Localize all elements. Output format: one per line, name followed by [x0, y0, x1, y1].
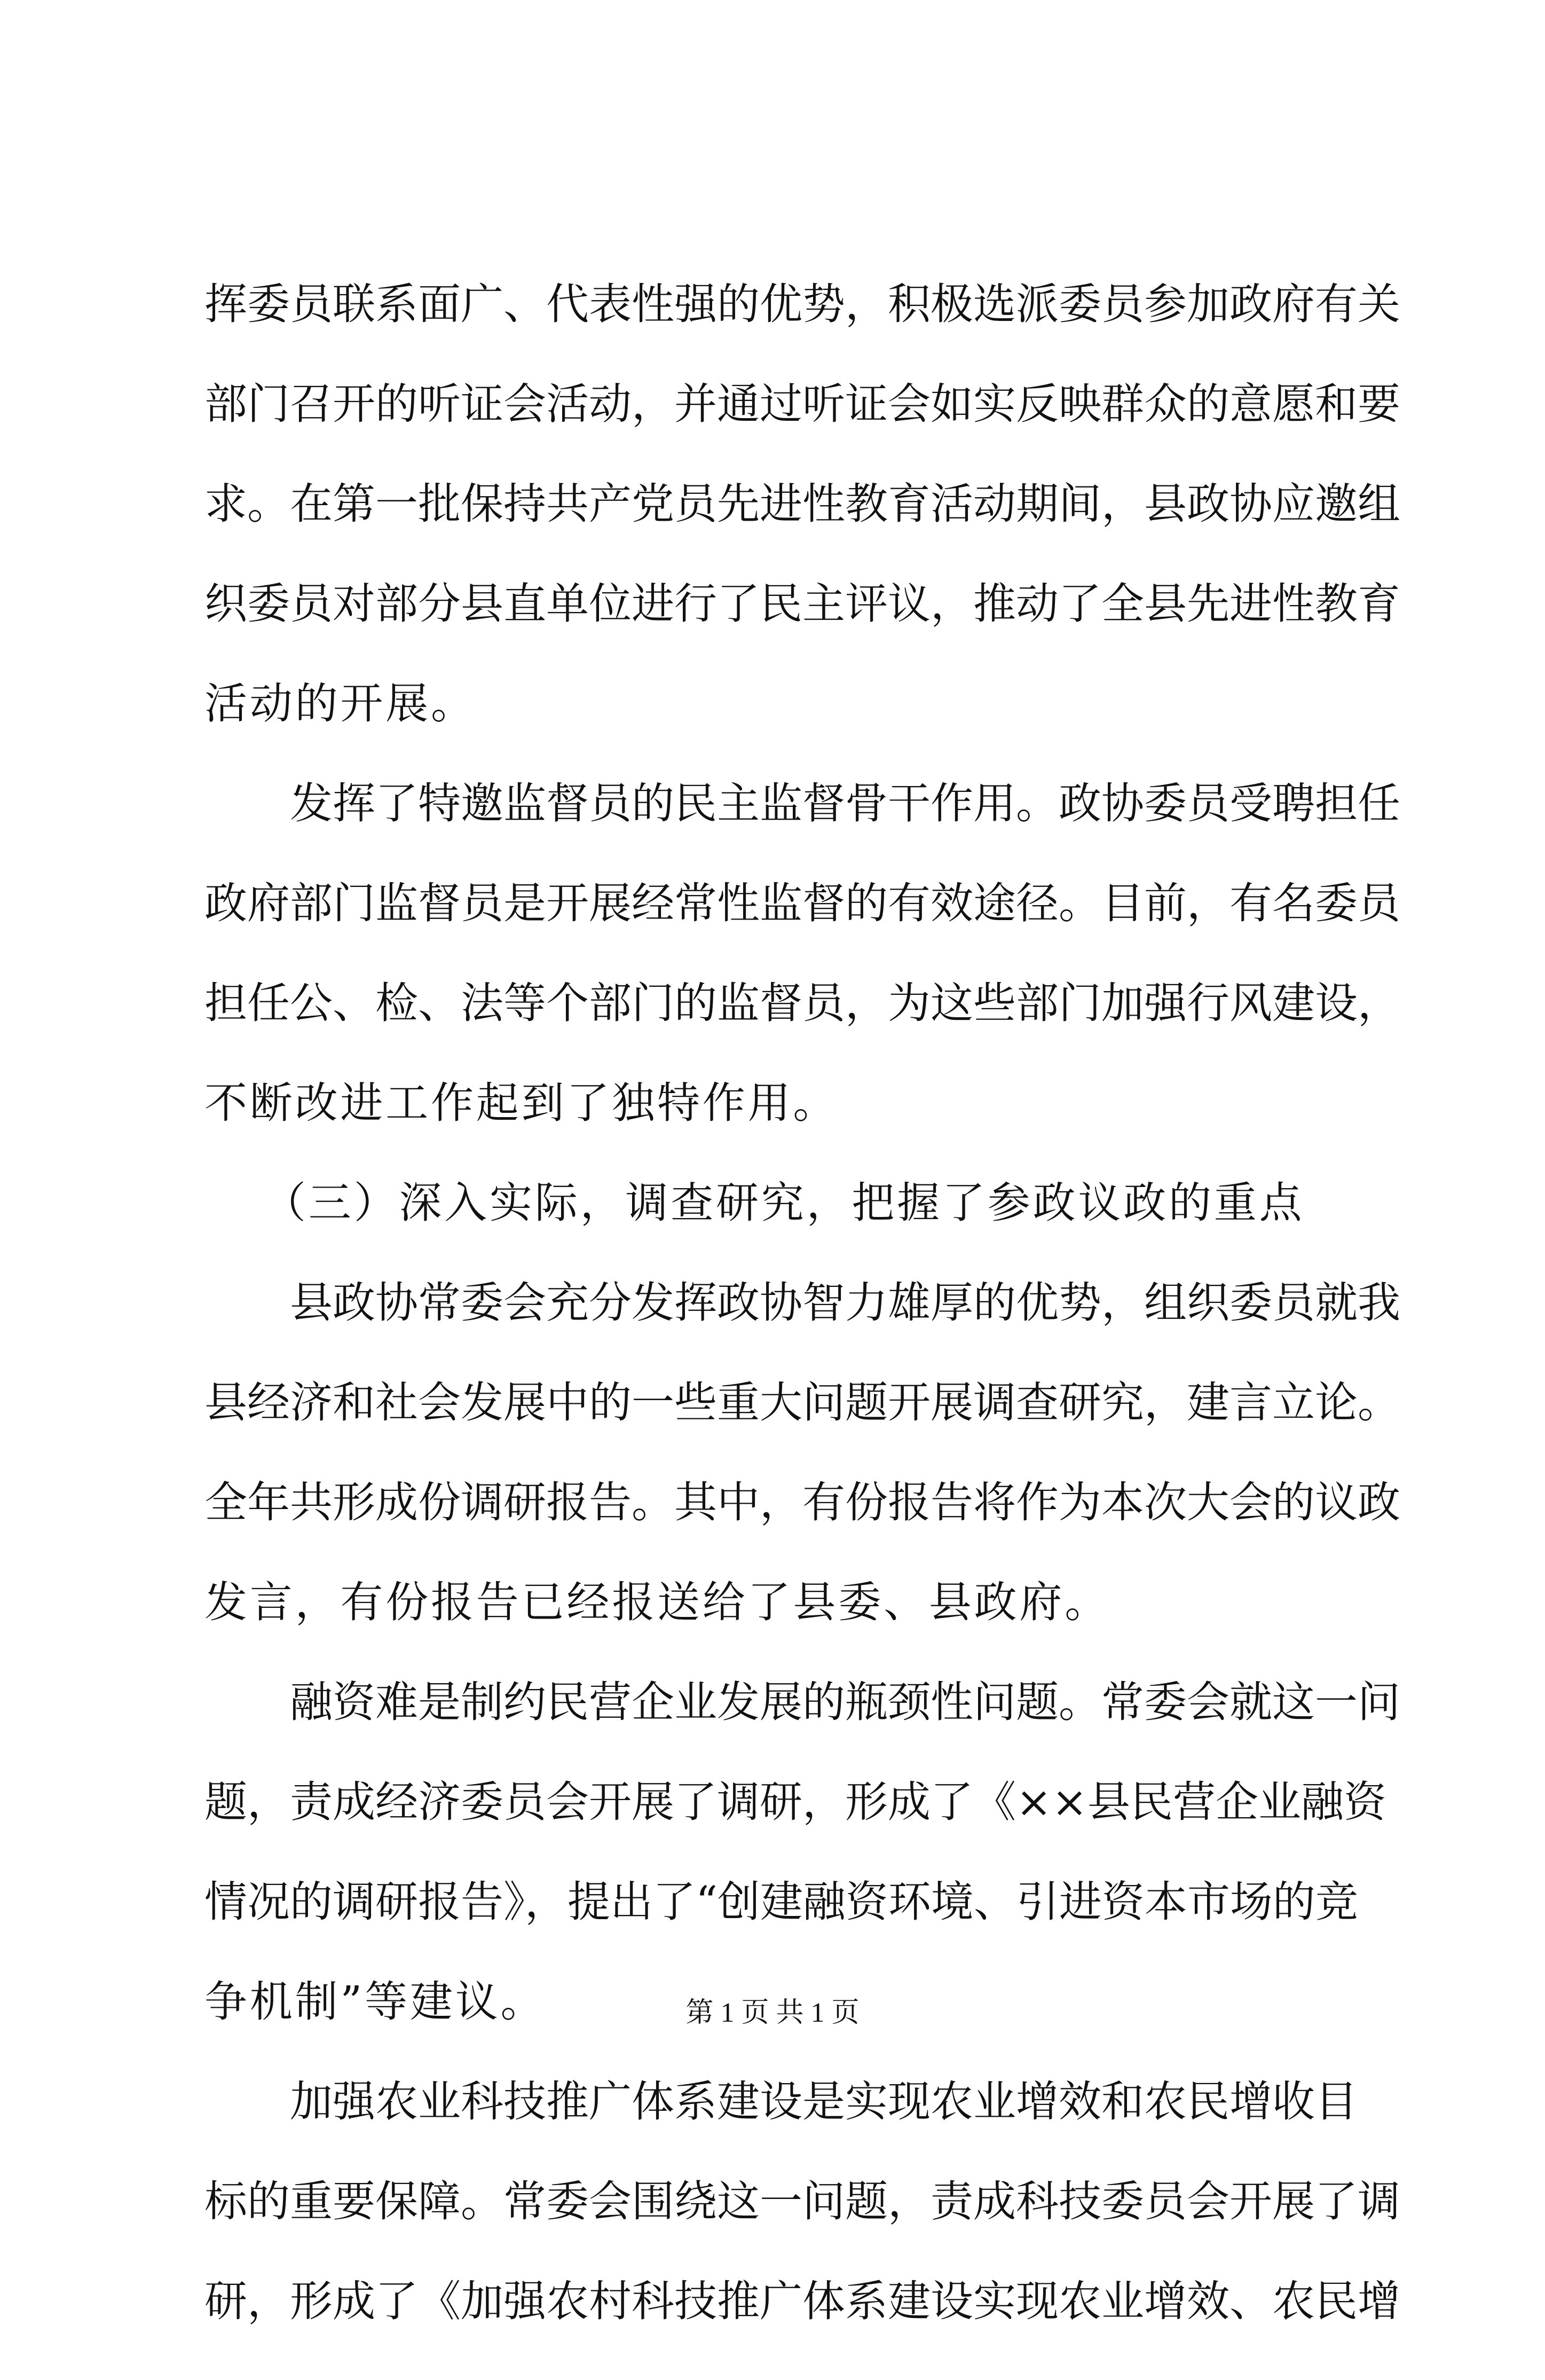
paragraph-line: 活动的开展。	[204, 679, 476, 728]
paragraph-line: 发言，有份报告已经报送给了县委、县政府。	[204, 1577, 1110, 1627]
paragraph-line: 挥委员联系面广、代表性强的优势，积极选派委员参加政府有关	[204, 279, 1400, 329]
paragraph-line: 求。在第一批保持共产党员先进性教育活动期间，县政协应邀组	[204, 479, 1400, 529]
paragraph-line: 全年共形成份调研报告。其中，有份报告将作为本次大会的议政	[204, 1478, 1400, 1527]
paragraph-line: 争机制”等建议。	[204, 1977, 546, 2026]
document-body	[204, 279, 1400, 2380]
paragraph-line: 政府部门监督员是开展经常性监督的有效途径。目前，有名委员	[204, 878, 1400, 928]
paragraph-line: 县经济和社会发展中的一些重大问题开展调查研究，建言立论。	[204, 1378, 1400, 1427]
paragraph-first-line: 加强农业科技推广体系建设是实现农业增效和农民增收目	[290, 2077, 1358, 2126]
paragraph-first-line: 发挥了特邀监督员的民主监督骨干作用。政协委员受聘担任	[290, 779, 1400, 828]
paragraph-line: 担任公、检、法等个部门的监督员，为这些部门加强行风建设，	[204, 978, 1400, 1028]
paragraph-line: 织委员对部分县直单位进行了民主评议，推动了全县先进性教育	[204, 579, 1400, 629]
paragraph-first-line: 县政协常委会充分发挥政协智力雄厚的优势，组织委员就我	[290, 1278, 1400, 1328]
paragraph-line: 情况的调研报告》，提出了“创建融资环境、引进资本市场的竞	[204, 1877, 1358, 1927]
paragraph-line: 研，形成了《加强农村科技推广体系建设实现农业增效、农民增	[204, 2276, 1400, 2326]
paragraph-line: 标的重要保障。常委会围绕这一问题，责成科技委员会开展了调	[204, 2177, 1400, 2226]
paragraph-line: 不断改进工作起到了独特作用。	[204, 1078, 839, 1128]
paragraph-line: 题，责成经济委员会开展了调研，形成了《××县民营企业融资	[204, 1777, 1387, 1827]
paragraph-first-line: 融资难是制约民营企业发展的瓶颈性问题。常委会就这一问	[290, 1677, 1400, 1727]
paragraph-line: 部门召开的听证会活动，并通过听证会如实反映群众的意愿和要	[204, 379, 1400, 429]
section-heading: （三）深入实际，调查研究，把握了参政议政的重点	[263, 1178, 1305, 1228]
page-footer: 第 1 页 共 1 页	[685, 1998, 860, 2028]
